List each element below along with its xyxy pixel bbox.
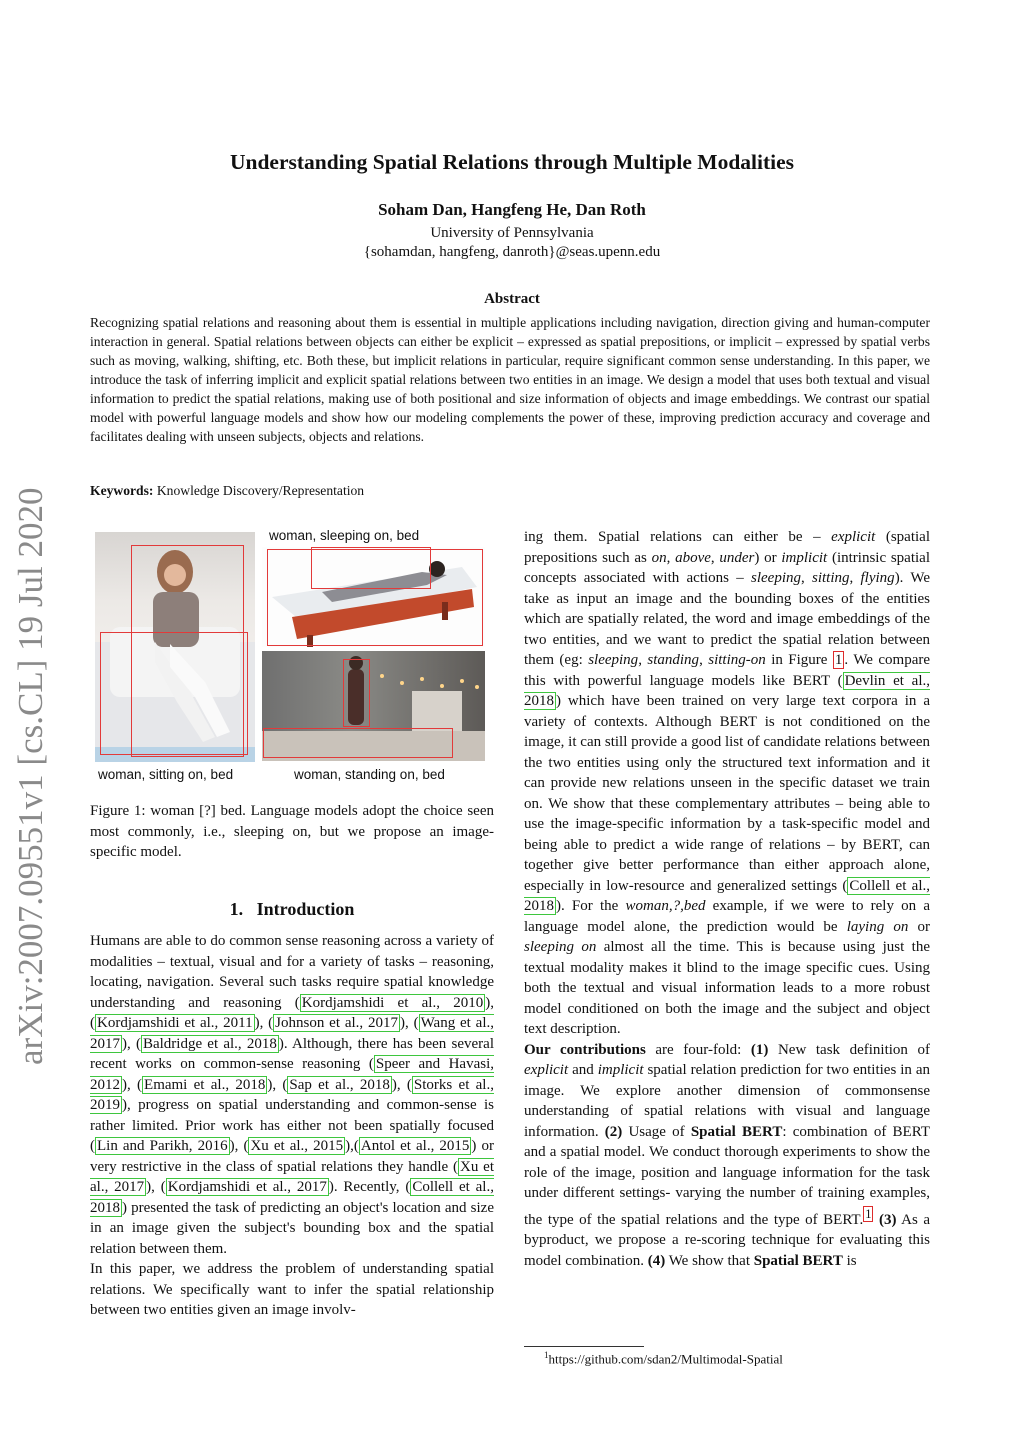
section-number: 1. (229, 899, 244, 919)
citation[interactable]: Storks et al., 2019 (90, 1076, 494, 1113)
keywords-value: Knowledge Discovery/Representation (156, 483, 365, 498)
intro-paragraph-1: Humans are able to do common sense reasoning across a variety of modalities – textual, visual and for a variety of tasks – reasoning, locating, navigation. Several such tasks require spatial knowledge understanding and reasoning ( Kordjamshidi et al., 2010 ), ( Kordjamshidi et al., 2011 ), ( Johnson et al., 2017 ), ( Wang et al., 2017 ), ( Baldridge et al., 2018 ). Although, there has been several recent works on common-sense reasoning ( Speer and Havasi, 2012 ), ( Emami et al., 2018 ), ( Sap et al., 2018 ), ( Storks et al., 2019 ), progress on spatial understanding and common-sense is rather limited. Prior work has either not been spatially focused ( Lin and Parikh, 2016 ), ( Xu et al., 2015 ),( Antol et al., 2015 ) or very restrictive in the class of spatial relations they handle ( Xu et al., 2017 ), ( Kordjamshidi et al., 2017 ). Recently, ( Collell et al., 2018 ) presented the task of predicting an object's location and size in an image given the subject's bounding box and the spatial relation between them. (90, 933, 495, 1257)
intro-paragraph-2: In this paper, we address the problem of understanding spatial relations. We specifically want to infer the spatial relationship between two entities given an image involv- (90, 1261, 494, 1318)
abstract-heading: Abstract (484, 291, 540, 307)
citation[interactable]: Johnson et al., 2017 (275, 1015, 398, 1031)
citation[interactable]: Collell et al., 2018 (524, 877, 931, 914)
right-paragraph-1: ing them. Spatial relations can either be – explicit (spatial prepositions such as on, above, under) or implicit (intrinsic spatial concepts associated with actions – sleeping, sitting, flying). We take as input an image and the bounding boxes of the entities which are spatially related, the word and image embeddings of the two entities, and we want to predict the spatial relation between them (eg: sleeping, standing, sitting-on in Figure 1 . We compare this with powerful language models like BERT ( Devlin et al., 2018 ) which have been trained on very large text corpora in a variety of contexts. Although BERT is not conditioned on the image, it can still provide a good list of candidate relations between the two entities using only the structured text information and it can provide new relations unseen in the specific dataset we train on. We show that these complementary attributes – being able to use the image-specific information by a task-specific model and being able to predict a wide range of relations – by BERT, can together give better performance than either approach alone, especially in low-resource and generalized settings ( Collell et al., 2018 ). For the woman,?,bed example, if we were to rely on a language model alone, the prediction would be laying on or sleeping on almost all the time. This is because using just the textual modality makes it blind to the image specific cues. Using both the textual and visual information leads to a more robust model conditioned on both the image and the subject and object text description. (524, 529, 931, 1037)
bbox-bed-standing (263, 728, 453, 758)
abstract-text: Recognizing spatial relations and reasoning about them is essential in multiple applications including navigation, direction giving and human-computer interaction in general. Spatial relations between objects can either be explicit – expressed as spatial prepositions, or implicit – expressed by spatial verbs such as moving, walking, shifting, etc. Both these, but implicit relations in particular, require significant common sense understanding. In this paper, we introduce the task of inferring implicit and explicit spatial relations between two entities in an image. We design a model that uses both textual and visual information to predict the spatial relations, making use of both positional and size information of objects and image embeddings. We contrast our spatial model with powerful language models and show how our modeling complements the power of these, improving prediction accuracy and coverage and facilitates dealing with unseen subjects, objects and relations. (90, 315, 930, 444)
label-sleeping: woman, sleeping on, bed (269, 528, 420, 543)
citation[interactable]: Devlin et al., 2018 (524, 672, 930, 709)
citation[interactable]: Wang et al., 2017 (90, 1015, 495, 1052)
citation[interactable]: Antol et al., 2015 (360, 1138, 470, 1154)
citation[interactable]: Kordjamshidi et al., 2017 (167, 1179, 327, 1195)
footnote-number: 1 (544, 1350, 549, 1360)
bbox-bed-sitting (100, 632, 248, 755)
keywords-label: Keywords: (90, 483, 154, 498)
email: {sohamdan, hangfeng, danroth}@seas.upenn.edu (363, 244, 661, 260)
arxiv-stamp: arXiv:2007.09551v1 [cs.CL] 19 Jul 2020 (11, 487, 50, 1065)
figure-reference[interactable]: 1 (834, 652, 843, 668)
citation[interactable]: Xu et al., 2017 (90, 1158, 494, 1195)
section-heading (90, 899, 494, 920)
citation[interactable]: Baldridge et al., 2018 (142, 1035, 277, 1052)
right-paragraph-2: Our contributions are four-fold: (1) New task definition of explicit and implicit spatial relation prediction for two entities in an image. We explore another dimension of commonsense understanding of spatial relations with visual and language information. (2) Usage of Spatial BERT: combination of BERT and a spatial model. We conduct thorough experiments to show the role of the image, position and language information for the task under different settings- varying the number of training examples, the type of the spatial relations and the type of BERT. $^1$ (3) As a byproduct, we propose a re-scoring technique for evaluating this model combination. (4) We show that Spatial BERT is (524, 1041, 931, 1269)
paper-title: Understanding Spatial Relations through Multiple Modalities (229, 150, 795, 174)
authors: Soham Dan, Hangfeng He, Dan Roth (378, 200, 646, 219)
footnote-rule (524, 1346, 644, 1347)
citation[interactable]: Collell et al., 2018 (90, 1179, 494, 1216)
citation[interactable]: Xu et al., 2015 (250, 1138, 344, 1154)
intro-left-column (90, 931, 494, 1321)
citation[interactable]: Kordjamshidi et al., 2011 (97, 1015, 253, 1031)
bbox-woman-standing (343, 659, 370, 727)
label-standing: woman, standing on, bed (294, 767, 445, 782)
footnote (544, 1350, 783, 1367)
label-sitting: woman, sitting on, bed (98, 767, 234, 782)
footnote-marker[interactable]: 1 (865, 1206, 872, 1221)
citation[interactable]: Sap et al., 2018 (289, 1076, 390, 1093)
affiliation: University of Pennsylvania (430, 225, 594, 241)
citation[interactable]: Speer and Havasi, 2012 (90, 1056, 494, 1093)
citation[interactable]: Kordjamshidi et al., 2010 (301, 994, 484, 1011)
citation[interactable]: Emami et al., 2018 (144, 1076, 266, 1093)
figure-caption: Figure 1: woman [?] bed. Language models adopt the choice seen most commonly, i.e., sleeping on, but we propose an image-specific model. (90, 803, 494, 860)
figure-1 (95, 527, 485, 789)
footnote-url[interactable]: https://github.com/sdan2/Multimodal-Spatial (548, 1351, 783, 1367)
bbox-bed-sleeping (267, 549, 483, 646)
section-title: Introduction (256, 899, 355, 919)
keywords (90, 483, 364, 499)
citation[interactable]: Lin and Parikh, 2016 (97, 1138, 228, 1154)
right-column (524, 527, 930, 1271)
